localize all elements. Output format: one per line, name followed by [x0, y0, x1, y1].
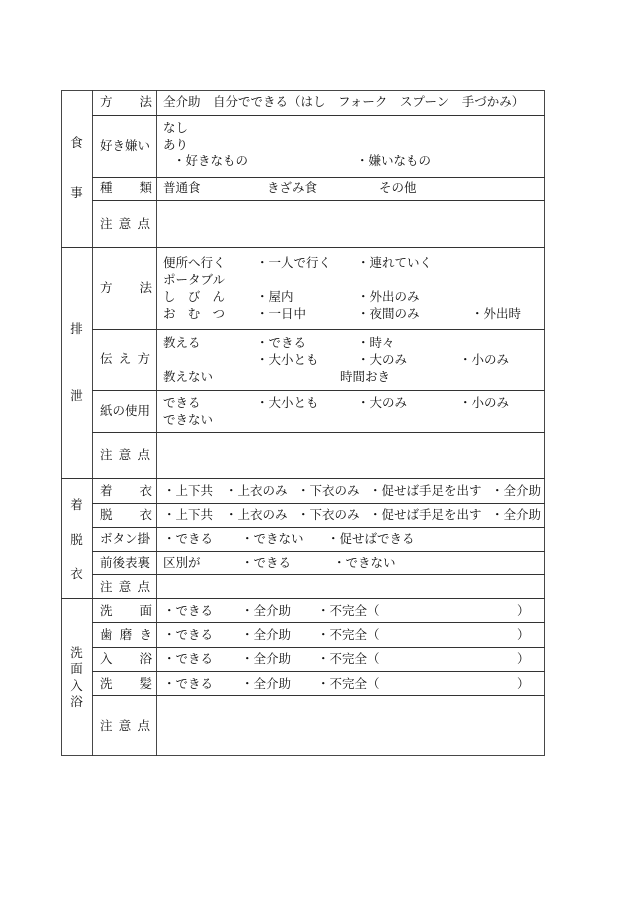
category-char: 衣 — [70, 566, 83, 581]
chakui-opt: ・全介助 — [491, 483, 542, 498]
kami-daisho: ・大小とも — [256, 395, 319, 410]
senpatsu-opt: ・全介助 — [241, 676, 292, 691]
category-char: 食 — [70, 135, 83, 150]
button-opt: ・できる — [163, 531, 214, 546]
haisetsu-omutsu: お む つ — [163, 306, 225, 321]
chakui-opt: ・下衣のみ — [297, 483, 360, 498]
label-houhou: 方 法 — [100, 94, 152, 109]
shurui-sonota: その他 — [379, 180, 417, 195]
tsutae-jikanoki: 時間おき — [340, 369, 391, 384]
haisetsu-yakan: ・夜間のみ — [357, 306, 420, 321]
hamigaki-opt: ・不完全（ — [317, 627, 380, 642]
label-kami: 紙の使用 — [100, 403, 151, 418]
haisetsu-okunai: ・屋内 — [256, 289, 294, 304]
hamigaki-opt: ・できる — [163, 627, 214, 642]
datsui-opt: ・下衣のみ — [297, 507, 360, 522]
shurui-futsu: 普通食 — [163, 180, 201, 195]
datsui-opt: ・促せば手足を出す — [369, 507, 482, 522]
category-char: 着 — [70, 497, 83, 512]
category-char: 浴 — [70, 694, 83, 709]
chakui-opt: ・上衣のみ — [225, 483, 288, 498]
label-zengo: 前後表裏 — [100, 555, 151, 570]
category-char: 泄 — [70, 388, 83, 403]
zengo-kubetsu: 区別が — [163, 555, 201, 570]
tsutae-jiji: ・時々 — [357, 335, 395, 350]
category-char: 入 — [70, 678, 83, 693]
button-opt: ・できない — [241, 531, 304, 546]
senpatsu-opt: ・できる — [163, 676, 214, 691]
label-ifuku-chuiten: 注 意 点 — [100, 579, 150, 594]
care-assessment-form — [61, 90, 545, 756]
label-sukikirai: 好き嫌い — [100, 138, 151, 153]
senmen-opt: ・できる — [163, 603, 214, 618]
label-hamigaki: 歯 磨 き — [100, 627, 152, 642]
sukikirai-kirai: ・嫌いなもの — [356, 153, 432, 168]
tsutae-sho: ・小のみ — [459, 352, 510, 367]
nyuyoku-close: ） — [517, 651, 530, 666]
label-senmen-chuiten: 注 意 点 — [100, 718, 150, 733]
senpatsu-opt: ・不完全（ — [317, 676, 380, 691]
button-opt: ・促せばできる — [327, 531, 415, 546]
label-chakui: 着 衣 — [100, 483, 152, 498]
kami-sho: ・小のみ — [459, 395, 510, 410]
zengo-opt: ・できない — [333, 555, 396, 570]
datsui-opt: ・上下共 — [163, 507, 214, 522]
label-button: ボタン掛 — [100, 531, 151, 546]
label-senmen: 洗 面 — [100, 603, 152, 618]
zengo-opt: ・できる — [241, 555, 292, 570]
label-datsui: 脱 衣 — [100, 507, 152, 522]
haisetsu-shibin: し び ん — [163, 289, 225, 304]
tsutae-oshieru: 教える — [163, 335, 201, 350]
haisetsu-portable: ポータブル — [163, 272, 226, 287]
label-haisetsu-chuiten: 注 意 点 — [100, 447, 150, 462]
tsutae-daisho: ・大小とも — [256, 352, 319, 367]
hamigaki-opt: ・全介助 — [241, 627, 292, 642]
category-char: 洗 — [70, 645, 83, 660]
haisetsu-tsurete: ・連れていく — [357, 255, 433, 270]
haisetsu-ichinichi: ・一日中 — [256, 306, 307, 321]
tsutae-oshienai: 教えない — [163, 369, 214, 384]
haisetsu-gaishutsu-nomi: ・外出のみ — [357, 289, 420, 304]
haisetsu-gaishutsuji: ・外出時 — [471, 306, 522, 321]
shurui-kizami: きざみ食 — [267, 180, 318, 195]
sukikirai-ari: あり — [163, 137, 189, 152]
kami-dekiru: できる — [163, 395, 201, 410]
hamigaki-close: ） — [517, 627, 530, 642]
nyuyoku-opt: ・できる — [163, 651, 214, 666]
category-char: 脱 — [70, 532, 83, 547]
senpatsu-close: ） — [517, 676, 530, 691]
shokuji-houhou-text: 全介助 自分でできる（はし フォーク スプーン 手づかみ） — [163, 94, 525, 109]
category-char: 事 — [70, 185, 83, 200]
label-haisetsu-houhou: 方 法 — [100, 280, 152, 295]
category-char: 面 — [70, 661, 83, 676]
kami-dai: ・大のみ — [357, 395, 408, 410]
nyuyoku-opt: ・全介助 — [241, 651, 292, 666]
senmen-close: ） — [517, 603, 530, 618]
datsui-opt: ・上衣のみ — [225, 507, 288, 522]
chakui-opt: ・促せば手足を出す — [369, 483, 482, 498]
senmen-opt: ・全介助 — [241, 603, 292, 618]
label-senpatsu: 洗 髪 — [100, 676, 152, 691]
haisetsu-benjo: 便所へ行く — [163, 255, 226, 270]
category-char: 排 — [70, 321, 83, 336]
haisetsu-hitori: ・一人で行く — [256, 255, 332, 270]
kami-dekinai: できない — [163, 412, 214, 427]
nyuyoku-opt: ・不完全（ — [317, 651, 380, 666]
tsutae-dai: ・大のみ — [357, 352, 408, 367]
label-tsutaekata: 伝 え 方 — [100, 351, 150, 366]
sukikirai-nashi: なし — [163, 120, 189, 135]
datsui-opt: ・全介助 — [491, 507, 542, 522]
tsutae-dekiru: ・できる — [256, 335, 307, 350]
senmen-opt: ・不完全（ — [317, 603, 380, 618]
label-shurui: 種 類 — [100, 180, 152, 195]
label-chuiten: 注 意 点 — [100, 216, 150, 231]
label-nyuyoku: 入 浴 — [100, 651, 152, 666]
chakui-opt: ・上下共 — [163, 483, 214, 498]
sukikirai-suki: ・好きなもの — [173, 153, 249, 168]
